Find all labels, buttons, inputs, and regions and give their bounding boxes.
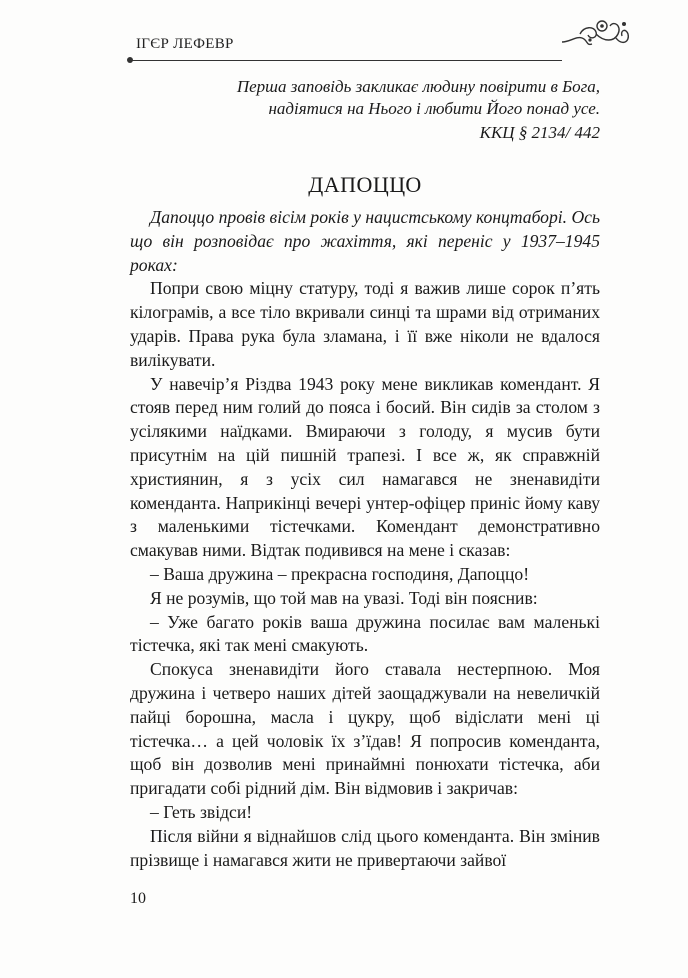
header-rule-dot <box>127 57 133 63</box>
epigraph-reference: ККЦ § 2134/ 442 <box>479 123 600 142</box>
dialogue-line: – Уже багато років ваша дружина посилає вам маленькі тістечка, які так мені смакують. <box>130 611 600 656</box>
header-rule <box>130 60 562 61</box>
body-paragraph: Спокуса зненавидіти його ставала нестерпною. Моя дружина і четверо наших дітей заощаджували на невеличкій пайці борошна, масла і цукру, щоб відіслати мені ці тістечка… а цей чоловік їх з’їдав! Я попросив коменданта, щоб він дозволив мені принаймні понюхати тістечка, аби пригадати собі рідний дім. Він відмовив і закричав: <box>130 659 600 799</box>
dialogue-line: – Геть звідси! <box>150 801 253 822</box>
body-paragraph: У навечір’я Різдва 1943 року мене викликав комендант. Я стояв перед ним голий до пояса і босий. Він сидів за столом з усілякими наїдками. Вмираючи з голоду, я мусив бути присутнім на цій пишній трапезі. І все ж, як справжній християнин, я з усіх сил намагався не зненавидіти коменданта. Наприкінці вечері унтер-офіцер приніс йому каву з маленькими тістечками. Комендант демонстративно смакував ними. Відтак подивився на мене і сказав: <box>130 373 600 561</box>
dialogue-line: – Ваша дружина – прекрасна господиня, Дапоццо! <box>150 563 530 584</box>
page-number: 10 <box>130 890 146 907</box>
body-paragraph: Попри свою міцну статуру, тоді я важив лише сорок п’ять кілограмів, а все тіло вкривали синці та шрами від отриманих ударів. Права рука була зламана, і її вже ніколи не вдалося вилікувати. <box>130 278 600 370</box>
intro-paragraph: Дапоццо провів вісім років у нацистському концтаборі. Ось що він розповідає про жахіття, які переніс у 1937–1945 роках: <box>130 207 600 275</box>
chapter-title: ДАПОЦЦО <box>308 172 422 197</box>
epigraph <box>160 76 600 144</box>
epigraph-line: Перша заповідь закликає людину повірити в Бога, <box>236 77 600 96</box>
body-text <box>130 206 600 872</box>
running-title: ІГЄР ЛЕФЕВР <box>136 36 234 52</box>
running-head <box>130 30 560 60</box>
body-paragraph: Я не розумів, що той мав на увазі. Тоді він пояснив: <box>150 587 538 608</box>
flourish-ornament-icon <box>560 12 632 52</box>
epigraph-line: надіятися на Нього і любити Його понад усе. <box>268 99 600 118</box>
body-paragraph: Після війни я віднайшов слід цього коменданта. Він змінив прізвище і намагався жити не привертаючи зайвої <box>130 825 600 870</box>
